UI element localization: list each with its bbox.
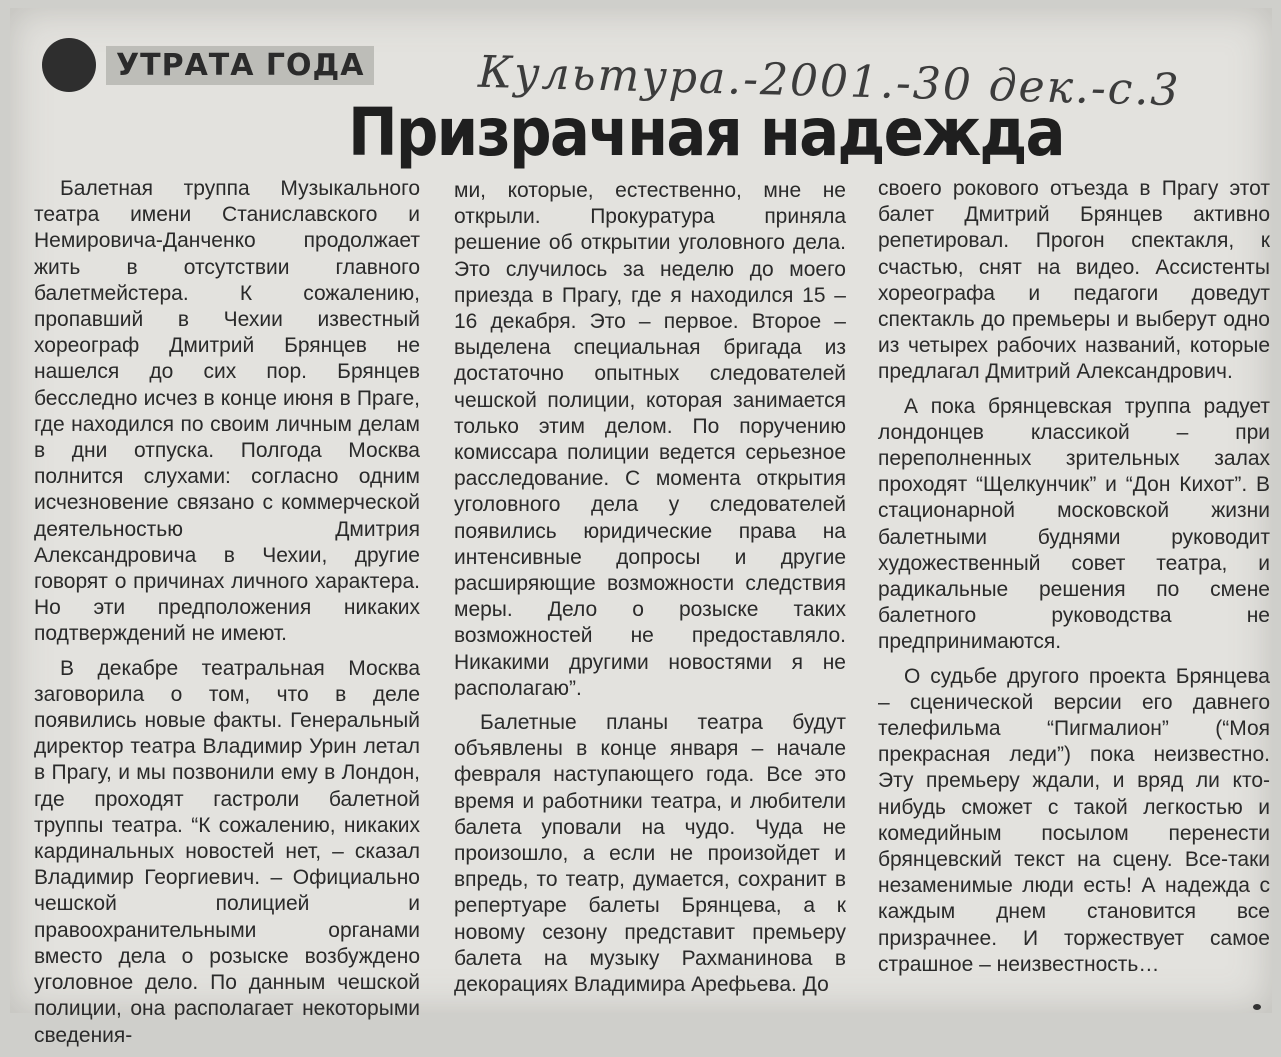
paragraph: В декабре театральная Москва заговорила о том, что в деле появились новые факты. Генеральный директор театра Владимир Урин летал в Прагу, и мы позвонили ему в Лондон, где проходят гастроли балетной труппы театра. “К сожалению, никаких кардинальных новостей нет, – сказал Владимир Георгиевич. – Официально чешской полицией и правоохранительными органами вместо дела о розыске возбуждено уголовное дело. По данным чешской полиции, она располагает некоторыми сведения- (34, 656, 420, 1047)
print-speck (1253, 1004, 1261, 1010)
section-rubric (42, 38, 374, 92)
paragraph: А пока брянцевская труппа радует лондонцев классикой – при переполненных зрительных залах проходят “Щелкунчик” и “Дон Кихот”. В стационарной московской жизни балетными буднями руководит художественный совет театра, и радикальные решения по смене балетного руководства не предпринимаются. (878, 394, 1270, 654)
paragraph: Балетная труппа Музыкального театра имени Станиславского и Немировича-Данченко продолжает жить в отсутствии главного балетмейстера. К сожалению, пропавший в Чехии известный хореограф Дмитрий Брянцев не нашелся до сих пор. Брянцев бесследно исчез в конце июня в Праге, где находился по своим личным делам в дни отпуска. Полгода Москва полнится слухами: согласно одним исчезновение связано с коммерческой деятельностью Дмитрия Александровича в Чехии, другие говорят о причинах личного характера. Но эти предположения никаких подтверждений не имеют. (34, 177, 420, 646)
rubric-bullet-icon (42, 38, 96, 92)
paragraph: ми, которые, естественно, мне не открыли. Прокуратура приняла решение об открытии уголовного дела. Это случилось за неделю до моего приезда в Прагу, где я находился 15 – 16 декабря. Это – первое. Второе – выделена специальная бригада из достаточно опытных следователей чешской полиции, которая занимается только этим делом. По поручению комиссара полиции ведется серьезное расследование. С момента открытия уголовного дела у следователей появились юридические права на интенсивные допросы и другие расширяющие возможности следствия меры. Дело о розыске таких возможностей не предоставляло. Никакими другими новостями я не располагаю”. (454, 179, 846, 700)
article-column-2 (454, 178, 846, 1006)
article-column-1 (34, 176, 420, 1057)
rubric-label: УТРАТА ГОДА (106, 46, 374, 85)
paragraph: своего рокового отъезда в Прагу этот балет Дмитрий Брянцев активно репетировал. Прогон спектакля, к счастью, снят на видео. Ассистенты хореографа и педагоги доведут спектакль до премьеры и выберут одно из четырех рабочих названий, которые предлагал Дмитрий Александрович. (878, 177, 1270, 384)
article-headline: Призрачная надежда (348, 94, 1064, 171)
paragraph: О судьбе другого проекта Брянцева – сценической версии его давнего телефильма “Пигмалион” (“Моя прекрасная леди”) пока неизвестно. Эту премьеру ждали, и вряд ли кто-нибудь сможет с такой легкостью и комедийным посылом перенести брянцевский текст на сцену. Все-таки незаменимые люди есть! А надежда с каждым днем становится все призрачнее. И торжествует самое страшное – неизвестность… (878, 664, 1270, 976)
handwritten-source-note: Культура.-2001.-30 дек.-с.3 (477, 46, 1182, 117)
article-column-3 (878, 176, 1270, 986)
paragraph: Балетные планы театра будут объявлены в конце января – начале февраля наступающего года. Все это время и работники театра, и любители балета уповали на чудо. Чуда не произошло, а если не произойдет и впредь, то театр, думается, сохранит в репертуаре балеты Брянцева, а к новому сезону представит премьеру балета на музыку Рахманинова в декорациях Владимира Арефьева. До (454, 711, 846, 997)
